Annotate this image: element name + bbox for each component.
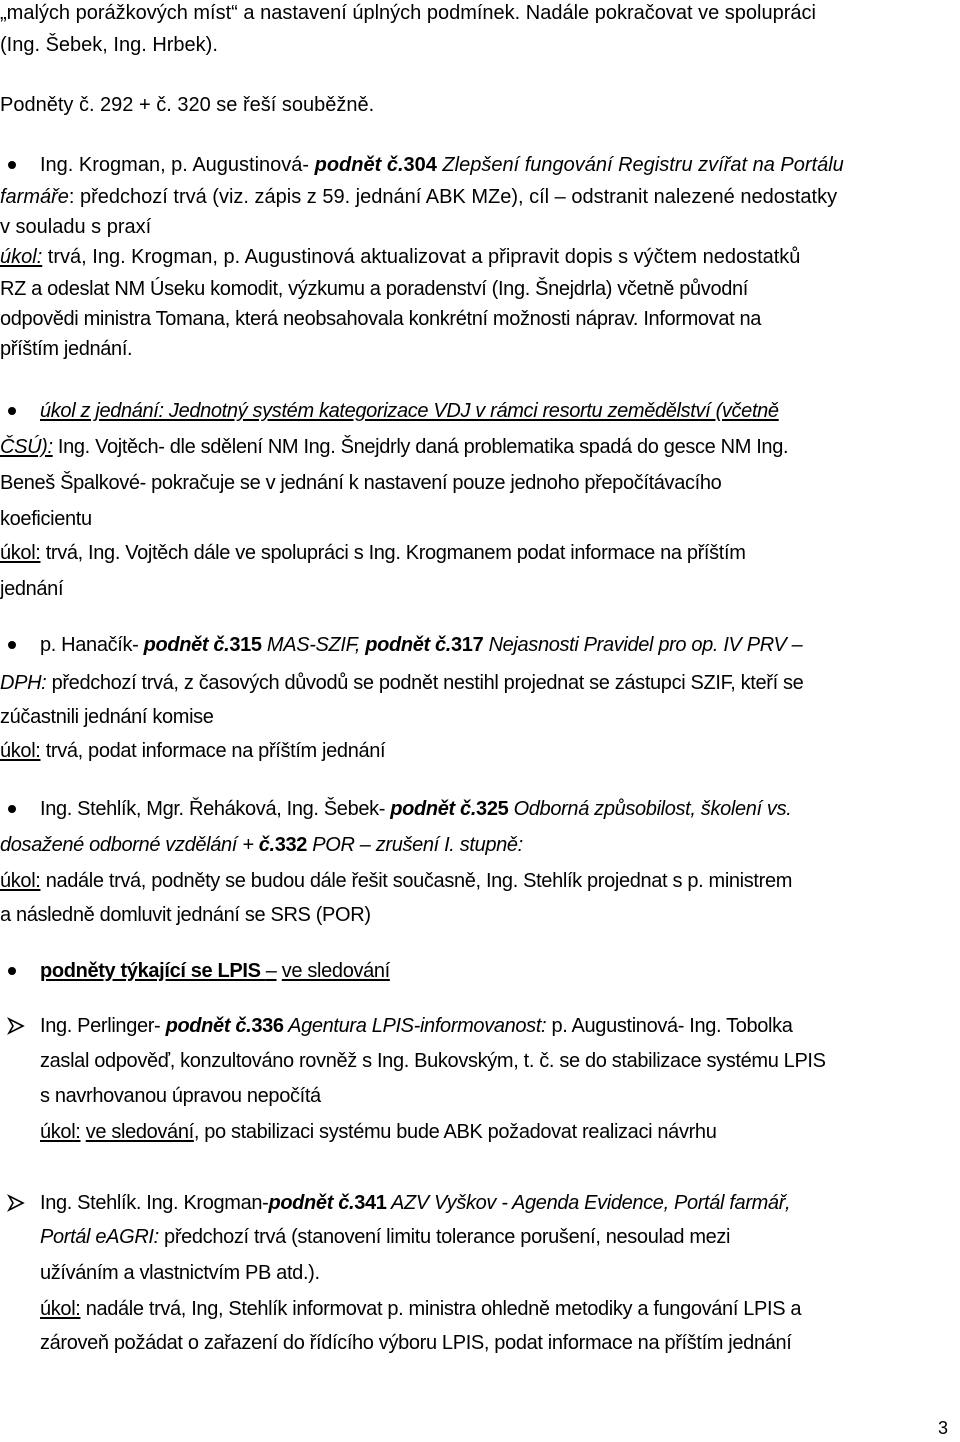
item1-title-b: farmáře: [0, 186, 69, 208]
item4-number-2: 332: [274, 834, 308, 856]
item7-line-4: [40, 1296, 801, 1322]
item1-line-1: [40, 152, 844, 178]
item4-ukol-text: nadále trvá, podněty se budou dále řešit současně, Ing. Stehlík projednat s p. ministrem: [40, 870, 793, 892]
item1-line-3: v souladu s praxí: [0, 216, 152, 238]
item6-line-2: zaslal odpověď, konzultováno rovněž s Ing. Bukovským, t. č. se do stabilizace systému LPIS: [40, 1050, 826, 1072]
item2-line-3: Beneš Špalkové- pokračuje se v jednání k nastavení pouze jednoho přepočítávacího: [0, 472, 722, 494]
item4-line-4: a následně domluvit jednání se SRS (POR): [0, 904, 371, 926]
item2-csu: ČSÚ):: [0, 436, 53, 458]
item4-title-1: Odborná způsobilost, školení vs.: [508, 798, 792, 820]
item1-number: 304: [403, 154, 437, 176]
item3-number-1: 315: [229, 634, 262, 656]
bullet-icon: [8, 407, 16, 415]
item6-title: Agentura LPIS-informovanost:: [283, 1015, 547, 1037]
item2-line-6: jednání: [0, 578, 64, 600]
item1-line-5: RZ a odeslat NM Úseku komodit, výzkumu a poradenství (Ing. Šnejdrla) včetně původní: [0, 278, 748, 300]
item7-people: Ing. Stehlík. Ing. Krogman-: [40, 1192, 269, 1214]
item1-title-a: Zlepšení fungování Registru zvířat na Portálu: [436, 154, 844, 176]
item3-line-2: [0, 670, 803, 696]
item1-rest-b: : předchozí trvá (viz. zápis z 59. jednání ABK MZe), cíl – odstranit nalezené nedostatky: [68, 186, 838, 208]
item2-line-1: [40, 398, 779, 424]
item7-line-3: užíváním a vlastnictvím PB atd.).: [40, 1262, 320, 1284]
item2-line-4: koeficientu: [0, 508, 92, 530]
bullet-icon: [8, 641, 16, 649]
item1-line-4: [0, 244, 800, 270]
item6-sledovani: ve sledování: [85, 1121, 194, 1143]
item6-ukol-label: úkol:: [40, 1121, 81, 1143]
item6-number: 336: [251, 1015, 284, 1037]
item4-people: Ing. Stehlík, Mgr. Řeháková, Ing. Šebek-: [40, 798, 391, 820]
page-number: 3: [937, 1418, 948, 1438]
item1-ukol-text: trvá, Ing. Krogman, p. Augustinová aktualizovat a připravit dopis s výčtem nedostatků: [42, 246, 801, 268]
item6-podnet: podnět č.: [165, 1015, 252, 1037]
item7-podnet: podnět č.: [268, 1192, 355, 1214]
item5-heading: [40, 958, 390, 984]
item2-line-2-text: Ing. Vojtěch- dle sdělení NM Ing. Šnejdrly daná problematika spadá do gesce NM Ing.: [52, 436, 789, 458]
item4-podnet: podnět č.: [390, 798, 477, 820]
item3-title-2: Nejasnosti Pravidel pro op. IV PRV –: [483, 634, 803, 656]
item2-line-2: [0, 434, 788, 460]
item1-line-6: odpovědi ministra Tomana, která neobsahovala konkrétní možnosti náprav. Informovat na: [0, 308, 762, 330]
item6-people: Ing. Perlinger-: [40, 1015, 166, 1037]
item7-title: AZV Vyškov - Agenda Evidence, Portál farmář,: [386, 1192, 791, 1214]
item4-line-1: [40, 796, 791, 822]
bullet-icon: [8, 967, 16, 975]
item1-line-2: [0, 184, 837, 210]
item5-sledovani: ve sledování: [281, 960, 390, 982]
intro-line-1: „malých porážkových míst“ a nastavení úplných podmínek. Nadále pokračovat ve spolupráci: [0, 2, 816, 24]
bullet-icon: [8, 161, 16, 169]
item4-ukol-label: úkol:: [0, 870, 41, 892]
arrow-bullet-icon: [8, 1195, 24, 1211]
item1-podnet: podnět č.: [314, 154, 404, 176]
item3-title-1: MAS-SZIF,: [261, 634, 366, 656]
item6-line-1: [40, 1013, 793, 1039]
item3-dph: DPH:: [0, 672, 47, 694]
item6-line-1-rest: p. Augustinová- Ing. Tobolka: [546, 1015, 793, 1037]
item2-line-5: [0, 540, 746, 566]
item4-title-2: POR – zrušení I. stupně:: [307, 834, 523, 856]
item6-line-4: [40, 1119, 716, 1145]
item5-heading-text: podněty týkající se LPIS: [40, 960, 266, 982]
item3-ukol-label: úkol:: [0, 740, 41, 762]
item4-line-3: [0, 868, 792, 894]
item3-line-2-text: předchozí trvá, z časových důvodů se podnět nestihl projednat se zástupci SZIF, kteří se: [46, 672, 804, 694]
item3-number-2: 317: [451, 634, 484, 656]
item4-c: č.: [258, 834, 275, 856]
item3-people: p. Hanačík-: [40, 634, 144, 656]
bullet-icon: [8, 805, 16, 813]
item7-number: 341: [354, 1192, 387, 1214]
item7-ukol-text: nadále trvá, Ing, Stehlík informovat p. ministra ohledně metodiky a fungování LPIS a: [80, 1298, 802, 1320]
item3-ukol-text: trvá, podat informace na příštím jednání: [40, 740, 386, 762]
item2-ukol-text: trvá, Ing. Vojtěch dále ve spolupráci s Ing. Krogmanem podat informace na příštím: [40, 542, 746, 564]
item2-heading: úkol z jednání: Jednotný systém kategorizace VDJ v rámci resortu zemědělství (včetně: [40, 400, 779, 422]
item7-line-1: [40, 1190, 790, 1216]
item6-ukol-text: , po stabilizaci systému bude ABK požadovat realizaci návrhu: [193, 1121, 717, 1143]
item3-line-4: [0, 738, 385, 764]
intro-line-2: (Ing. Šebek, Ing. Hrbek).: [0, 34, 218, 56]
item3-line-3: zúčastnili jednání komise: [0, 706, 214, 728]
item2-ukol-label: úkol:: [0, 542, 41, 564]
item7-line-2: [40, 1224, 730, 1250]
item3-line-1: [40, 632, 802, 658]
item1-ukol-label: úkol:: [0, 246, 43, 268]
arrow-bullet-icon: [8, 1018, 24, 1034]
item4-line-2: [0, 832, 523, 858]
item1-line-7: příštím jednání.: [0, 338, 133, 360]
item7-line-5: zároveň požádat o zařazení do řídícího výboru LPIS, podat informace na příštím jednání: [40, 1332, 792, 1354]
item3-podnet-1: podnět č.: [143, 634, 230, 656]
item4-line-2-italic: dosažené odborné vzdělání +: [0, 834, 259, 856]
item7-ukol-label: úkol:: [40, 1298, 81, 1320]
item4-number-1: 325: [476, 798, 509, 820]
item1-people: Ing. Krogman, p. Augustinová-: [40, 154, 315, 176]
item3-podnet-2: podnět č.: [365, 634, 452, 656]
item6-line-3: s navrhovanou úpravou nepočítá: [40, 1085, 321, 1107]
item5-dash: –: [265, 960, 277, 982]
intro-line-3: Podněty č. 292 + č. 320 se řeší souběžně.: [0, 94, 375, 116]
item7-portal-eagri: Portál eAGRI:: [40, 1226, 159, 1248]
item7-line-2-text: předchozí trvá (stanovení limitu tolerance porušení, nesoulad mezi: [158, 1226, 731, 1248]
